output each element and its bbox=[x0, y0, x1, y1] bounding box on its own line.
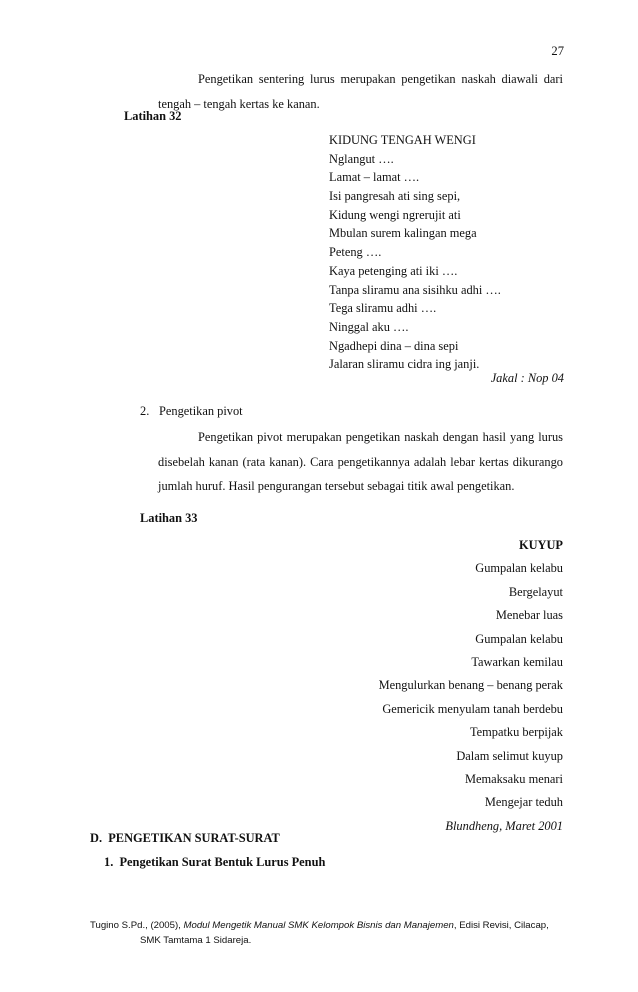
poem-line: Ninggal aku …. bbox=[329, 319, 409, 334]
poem-line: Tanpa sliramu ana sisihku adhi …. bbox=[329, 282, 501, 297]
footer-edition: , Edisi Revisi, Cilacap, bbox=[453, 920, 549, 931]
poem-line: Tawarkan kemilau bbox=[471, 654, 563, 669]
poem-kidung-tengah-wengi bbox=[329, 131, 501, 374]
poem-line: Gumpalan kelabu bbox=[475, 561, 563, 576]
poem-line: Tempatku berpijak bbox=[469, 725, 563, 740]
poem-line: Dalam selimut kuyup bbox=[456, 748, 563, 763]
section-d1-heading: 1. Pengetikan Surat Bentuk Lurus Penuh bbox=[104, 855, 326, 869]
poem-credit: Jakal : Nop 04 bbox=[490, 371, 564, 385]
poem-line: Menebar luas bbox=[495, 608, 563, 623]
poem-line: Kaya petenging ati iki …. bbox=[329, 263, 458, 278]
poem-line: Ngadhepi dina – dina sepi bbox=[329, 338, 459, 353]
latihan-32-heading: Latihan 32 bbox=[124, 109, 182, 123]
poem-line: Mbulan surem kalingan mega bbox=[329, 226, 477, 241]
footer-title: Modul Mengetik Manual SMK Kelompok Bisnis dan Manajemen bbox=[183, 920, 454, 931]
poem-kuyup bbox=[379, 534, 563, 838]
poem-title: KUYUP bbox=[518, 538, 563, 552]
page-number: 27 bbox=[551, 44, 564, 58]
poem-line: Gemericik menyulam tanah berdebu bbox=[382, 701, 563, 716]
poem-line: Bergelayut bbox=[508, 584, 563, 599]
poem-line: Lamat – lamat …. bbox=[329, 170, 420, 185]
poem-line: Mengulurkan benang – benang perak bbox=[378, 678, 563, 693]
poem-line: Isi pangresah ati sing sepi, bbox=[329, 189, 461, 204]
latihan-33-heading: Latihan 33 bbox=[140, 511, 198, 525]
section-2-number: 2. bbox=[140, 404, 150, 418]
poem-line: Tega sliramu adhi …. bbox=[329, 301, 437, 316]
poem-line: Memaksaku menari bbox=[464, 771, 563, 786]
intro-paragraph: Pengetikan sentering lurus merupakan pengetikan naskah diawali dari tengah – tengah kertas ke kanan. bbox=[158, 72, 563, 111]
poem-line: Kidung wengi ngrerujit ati bbox=[329, 207, 461, 222]
poem-line: Gumpalan kelabu bbox=[475, 631, 563, 646]
footer-author: Tugino S.Pd., (2005), bbox=[90, 920, 184, 931]
poem-credit: Blundheng, Maret 2001 bbox=[445, 818, 563, 833]
poem-line: Peteng …. bbox=[329, 245, 382, 260]
poem-line: Mengejar teduh bbox=[484, 795, 563, 810]
poem-title: KIDUNG TENGAH WENGI bbox=[329, 133, 476, 147]
section-2-heading: Pengetikan pivot bbox=[159, 404, 243, 418]
footer-publisher: SMK Tamtama 1 Sidareja. bbox=[140, 935, 252, 946]
poem-line: Jalaran sliramu cidra ing janji. bbox=[329, 357, 480, 372]
pivot-paragraph: Pengetikan pivot merupakan pengetikan naskah dengan hasil yang lurus disebelah kanan (rata kanan). Cara pengetikannya adalah lebar kertas dikurango jumlah huruf. Hasil pengurangan tersebut sebagai titik awal pengetikan. bbox=[158, 430, 563, 493]
section-d-heading: D. PENGETIKAN SURAT-SURAT bbox=[90, 831, 280, 845]
footer-citation bbox=[90, 918, 564, 948]
poem-line: Nglangut …. bbox=[329, 151, 394, 166]
